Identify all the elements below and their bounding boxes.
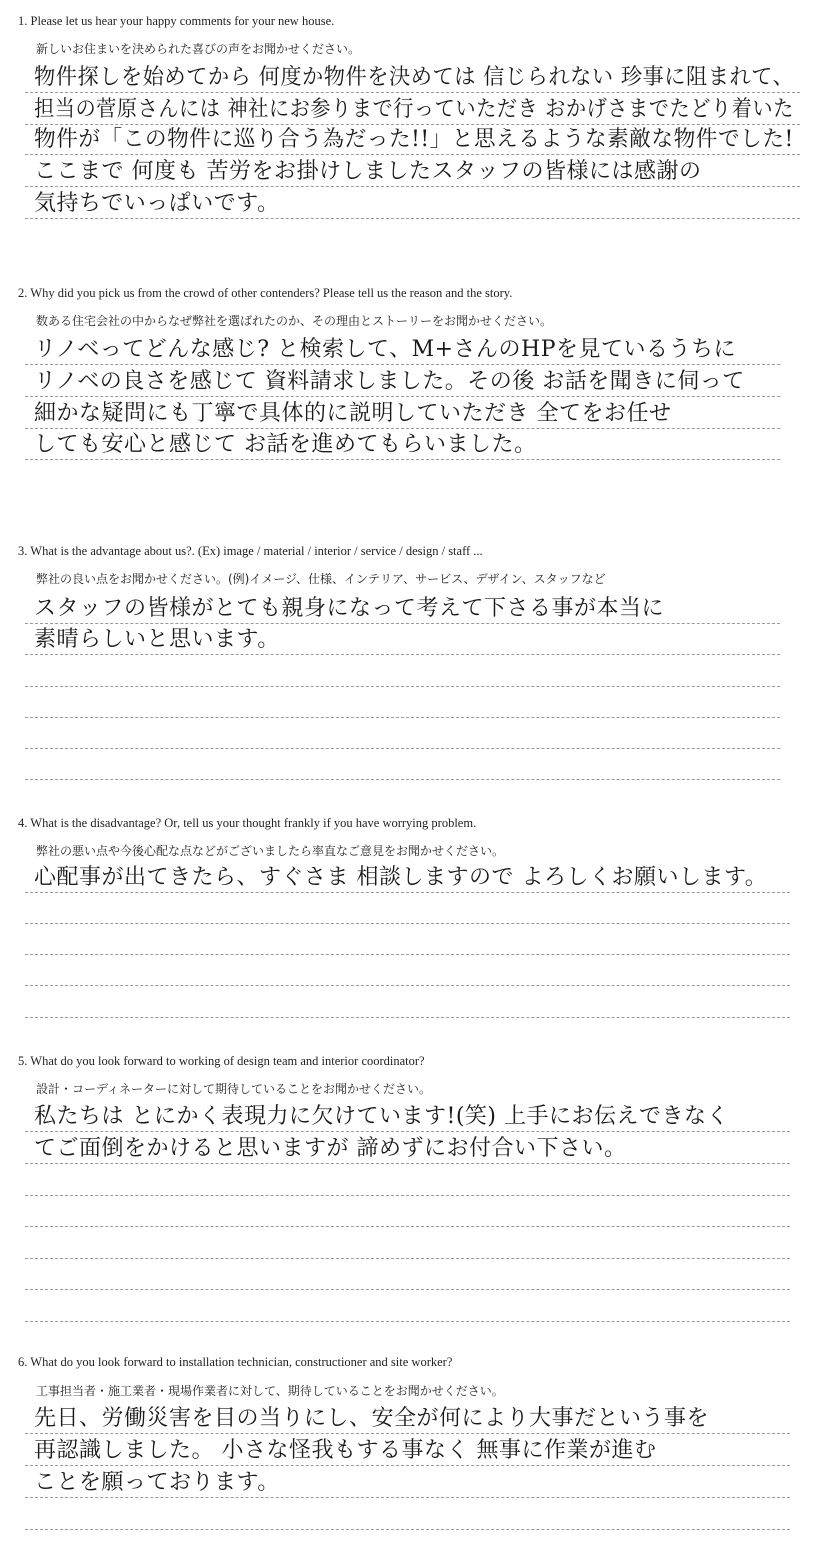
answer-rule-line [25,154,800,155]
answer-rule-line [25,1497,790,1498]
answer-rule-line [25,892,790,893]
answer-rule-line [25,124,800,125]
answer-rule-line [25,717,780,718]
handwritten-answer-line: しても安心と感じて お話を進めてもらいました。 [34,432,537,457]
question-1-title: 1. Please let us hear your happy comments for your new house. [18,14,335,28]
answer-rule-line [25,1289,790,1290]
handwritten-answer-line: スタッフの皆様がとても親身になって考えて下さる事が本当に [34,596,665,621]
handwritten-answer-line: ここまで 何度も 苦労をお掛けしましたスタッフの皆様には感謝の [34,159,702,184]
handwritten-answer-line: 私たちは とにかく表現力に欠けています!(笑) 上手にお伝えできなく [34,1104,729,1129]
question-2-subtitle: 数ある住宅会社の中からなぜ弊社を選ばれたのか、その理由とストーリーをお聞かせください。 [36,314,553,328]
answer-rule-line [25,686,780,687]
answer-rule-line [25,1258,790,1259]
question-6-title: 6. What do you look forward to installation technician, constructioner and site worker? [18,1355,453,1369]
answer-rule-line [25,1195,790,1196]
handwritten-answer-line: てご面倒をかけると思いますが 諦めずにお付合い下さい。 [34,1136,627,1161]
handwritten-answer-line: リノベってどんな感じ? と検索して、M+さんのHPを見ているうちに [34,337,737,362]
handwritten-answer-line: 細かな疑問にも丁寧で具体的に説明していただき 全てをお任せ [34,401,672,426]
answer-rule-line [25,748,780,749]
handwritten-answer-line: 素晴らしいと思います。 [34,627,280,652]
handwritten-answer-line: 心配事が出てきたら、すぐさま 相談しますので よろしくお願いします。 [34,865,768,890]
question-2-title: 2. Why did you pick us from the crowd of other contenders? Please tell us the reason and the story. [18,286,513,300]
answer-rule-line [25,396,780,397]
answer-rule-line [25,428,780,429]
question-3-subtitle: 弊社の良い点をお聞かせください。(例)イメージ、仕様、インテリア、サービス、デザイン、スタッフなど [36,572,606,586]
answer-rule-line [25,92,800,93]
handwritten-answer-line: 気持ちでいっぱいです。 [34,191,280,216]
handwritten-answer-line: 再認識しました。 小さな怪我もする事なく 無事に作業が進む [34,1438,657,1463]
answer-rule-line [25,1433,790,1434]
answer-rule-line [25,186,800,187]
question-1-subtitle: 新しいお住まいを決められた喜びの声をお聞かせください。 [36,42,361,56]
answer-rule-line [25,779,780,780]
handwritten-answer-line: 担当の菅原さんには 神社にお参りまで行っていただき おかげさまでたどり着いた [34,97,794,122]
question-4-title: 4. What is the disadvantage? Or, tell us your thought frankly if you have worrying problem. [18,816,477,830]
answer-rule-line [25,1465,790,1466]
answer-rule-line [25,1017,790,1018]
answer-rule-line [25,459,780,460]
answer-rule-line [25,954,790,955]
question-4-subtitle: 弊社の悪い点や今後心配な点などがございましたら率直なご意見をお聞かせください。 [36,844,505,858]
answer-rule-line [25,1163,790,1164]
handwritten-answer-line: 先日、労働災害を目の当りにし、安全が何により大事だという事を [34,1406,710,1431]
question-5-subtitle: 設計・コーディネーターに対して期待していることをお聞かせください。 [36,1082,432,1096]
question-5-title: 5. What do you look forward to working of design team and interior coordinator? [18,1054,425,1068]
question-6-subtitle: 工事担当者・施工業者・現場作業者に対して、期待していることをお聞かせください。 [36,1384,504,1398]
answer-rule-line [25,1321,790,1322]
answer-rule-line [25,1131,790,1132]
answer-rule-line [25,623,780,624]
handwritten-answer-line: 物件探しを始めてから 何度か物件を決めては 信じられない 珍事に阻まれて、 [34,65,795,90]
answer-rule-line [25,218,800,219]
answer-rule-line [25,1226,790,1227]
question-3-title: 3. What is the advantage about us?. (Ex) image / material / interior / service / design / staff ... [18,544,483,558]
answer-rule-line [25,654,780,655]
answer-rule-line [25,364,780,365]
handwritten-answer-line: ことを願っております。 [34,1470,280,1495]
handwritten-answer-line: 物件が「この物件に巡り合う為だった!!」と思えるような素敵な物件でした! [34,127,794,152]
answer-rule-line [25,1529,790,1530]
answer-rule-line [25,923,790,924]
answer-rule-line [25,985,790,986]
handwritten-answer-line: リノベの良さを感じて 資料請求しました。その後 お話を聞きに伺って [34,369,745,394]
